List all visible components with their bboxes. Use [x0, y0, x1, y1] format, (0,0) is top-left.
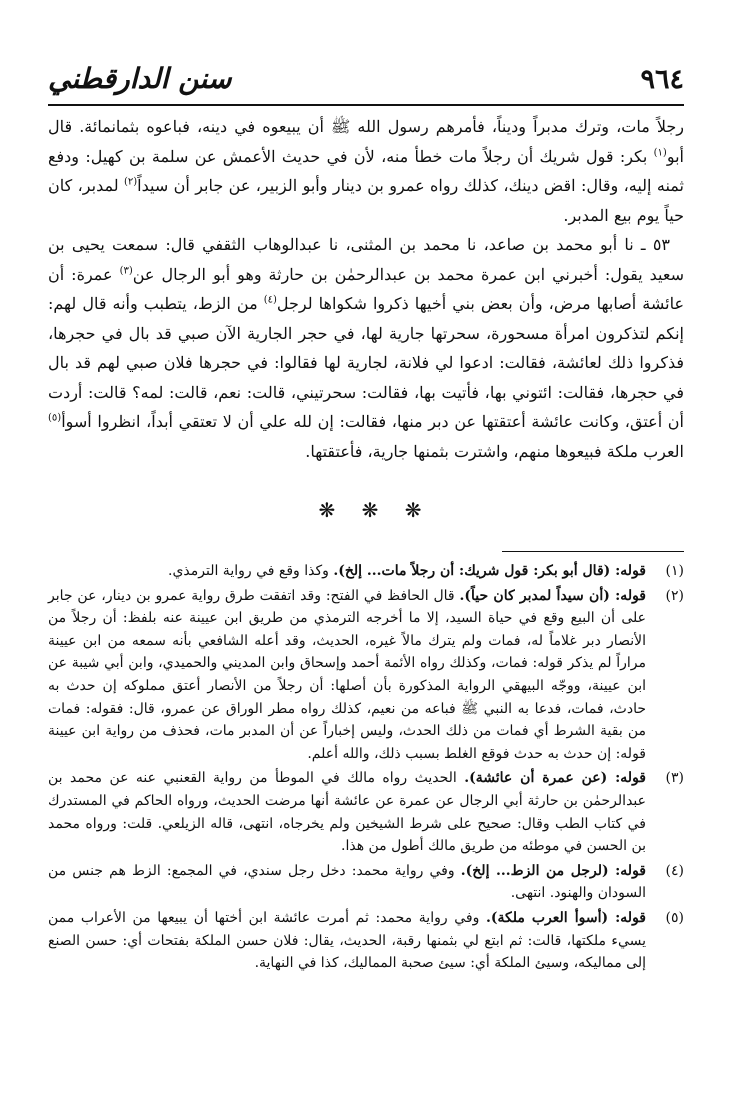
footnote-ref-3: (٣) [119, 265, 133, 277]
footnote-label: قوله: (لرجل من الزط... إلخ). [460, 862, 646, 879]
footnotes [48, 560, 684, 977]
page-header [48, 62, 684, 102]
footnote-text: وفي رواية محمد: دخل رجل سندي، في المجمع: الزط هم جنس من السودان والهنود. انتهى. [48, 862, 646, 902]
paragraph-2 [48, 230, 684, 466]
footnote [48, 585, 684, 766]
running-title: سنن الدارقطني [48, 62, 232, 95]
footnote [48, 560, 684, 583]
footnote-ref-5: (٥) [48, 412, 62, 424]
paragraph-2-part-d: العرب ملكة فبيعوها منهم، واشترت بثمنها جارية، فأعتقتها. [305, 441, 684, 461]
footnote-number: (٢) [665, 587, 684, 604]
paragraph-1-part-a: رجلاً مات، وترك مدبراً وديناً، فأمرهم رسول الله ﷺ أن يبيعوه في دينه، فباعوه بثمانمائة. قال أبو [48, 117, 684, 166]
footnote-label: قوله: (عن عمرة أن عائشة). [464, 770, 646, 787]
footnote-text: وفي رواية محمد: ثم أمرت عائشة ابن أختها أن يبيعها من الأعراب ممن يسيء ملكتها، قالت: ثم ابتع لي بثمنها رقبة، الحديث، يقال: فلان حسن الملكة بفتحات أي: حسن الصنع إلى مماليكه، وسيئ الملكة أي: سيئ صحبة المماليك، كذا في النهاية. [48, 909, 646, 972]
footnote-number: (٤) [665, 862, 684, 879]
footnote-text: الحديث رواه مالك في الموطأ من رواية القعنبي عنه عن محمد بن عبدالرحمٰن بن حارثة أبي الرجال عن عمرة عن عائشة أنها مرضت الحديث، ورواه الحاكم في المستدرك في كتاب الطب وقال: صحيح على شرط الشيخين ولم يخرجاه، انتهى، قاله الزيلعي. قلت: ورواه محمد بن الحسن في موطئه من طريق مالك أطول من هذا. [48, 770, 646, 855]
footnote-text: وكذا وقع في رواية الترمذي. [168, 563, 334, 579]
footnote-label: قوله: (قال أبو بكر: قول شريك: أن رجلاً مات... إلخ). [333, 563, 646, 579]
footnote-ref-1: (١) [653, 147, 667, 159]
footnote-label: قوله: (أن سيداً لمدبر كان حياً). [459, 587, 647, 604]
main-text [48, 112, 684, 466]
section-divider: ❋ ❋ ❋ [318, 498, 432, 522]
footnote-number: (٣) [665, 770, 684, 787]
footnotes-rule [502, 551, 684, 552]
footnote-label: قوله: (أسوأ العرب ملكة). [485, 909, 646, 926]
page-number: ٩٦٤ [640, 64, 684, 95]
footnote [48, 860, 684, 905]
footnote-number: (٥) [665, 909, 684, 926]
paragraph-2-part-b: عمرة: أن عائشة أصابها مرض، وأن بعض بني أخيها ذكروا شكواها لرجل [48, 264, 684, 313]
footnote [48, 767, 684, 857]
footnote [48, 907, 684, 975]
footnote-ref-2: (٢) [123, 176, 138, 188]
header-rule [48, 104, 684, 106]
paragraph-1-part-b: بكر: قول شريك أن رجلاً مات خطأ منه، لأن في حديث الأعمش عن سلمة بن كهيل: ودفع ثمنه إليه، وقال: اقض دينك، كذلك رواه عمرو بن دينار وأبو الزبير، عن جابر أن سيداً [48, 146, 684, 195]
footnote-ref-4: (٤) [263, 294, 277, 306]
footnote-number: (١) [665, 563, 684, 579]
paragraph-2-part-a: ٥٣ ـ نا أبو محمد بن صاعد، نا محمد بن المثنى، نا عبدالوهاب الثقفي قال: سمعت يحيى بن سعيد يقول: أخبرني ابن عمرة محمد بن عبدالرحمٰن بن حارثة وهو أبو الرجال عن [48, 235, 684, 284]
paragraph-1 [48, 112, 684, 230]
paragraph-2-part-c: من الزط، يتطبب وأنه قال لهم: إنكم لتذكرون امرأة مسحورة، سحرتها جارية لها، في حجر الجارية الآن صبي قد بال في حجرها، فذكروا ذلك لعائشة، فقالت: ادعوا لي فلانة، لجارية لها فقالوا: في حجرها فلان صبي لهم قد بال في حجرها، فقالت: ائتوني بها، فأتيت بها، فقالت: سحرتيني، قالت: نعم، قالت: لمه؟ قالت: أردت أن أعتق، وكانت عائشة أعتقتها عن دبر منها، فقالت: إن لله علي أن لا تعتقي أبداً، انظروا أسوأ [48, 294, 685, 431]
paragraph-1-part-c: لمدبر، كان حياً يوم بيع المدبر. [48, 176, 684, 225]
footnote-text: قال الحافظ في الفتح: وقد اتفقت طرق رواية عمرو بن دينار، عن جابر على أن البيع وقع في حياة السيد، إلا ما أخرجه الترمذي من طريق ابن عيينة عنه بلفظ: أن رجلاً من الأنصار دبر غلاماً له، فمات ولم يترك مالاً غيره، الحديث، وقد أعله الشافعي بأنه سمعه من ابن عيينة مراراً لم يذكر قوله: فمات، وكذلك رواه الأئمة أحمد وإسحاق وابن المديني والحميدي، وابن أبي شيبة عن ابن عيينة، ووجّه البيهقي الرواية المذكورة بأن أصلها: أن رجلاً من الأنصار أعتق مملوكه إن حدث به حادث، فمات، فدعا به النبي ﷺ فباعه من نعيم، كذلك رواه مطر الوراق عن عمرو، قال: فقوله: فمات من بقية الشرط أي فمات من ذلك الحدث، وليس إخباراً عن أن المدبر مات، فحذف من رواية ابن عيينة قوله: إن حدث به حدث فوقع الغلط بسبب ذلك، والله أعلم. [48, 587, 646, 762]
